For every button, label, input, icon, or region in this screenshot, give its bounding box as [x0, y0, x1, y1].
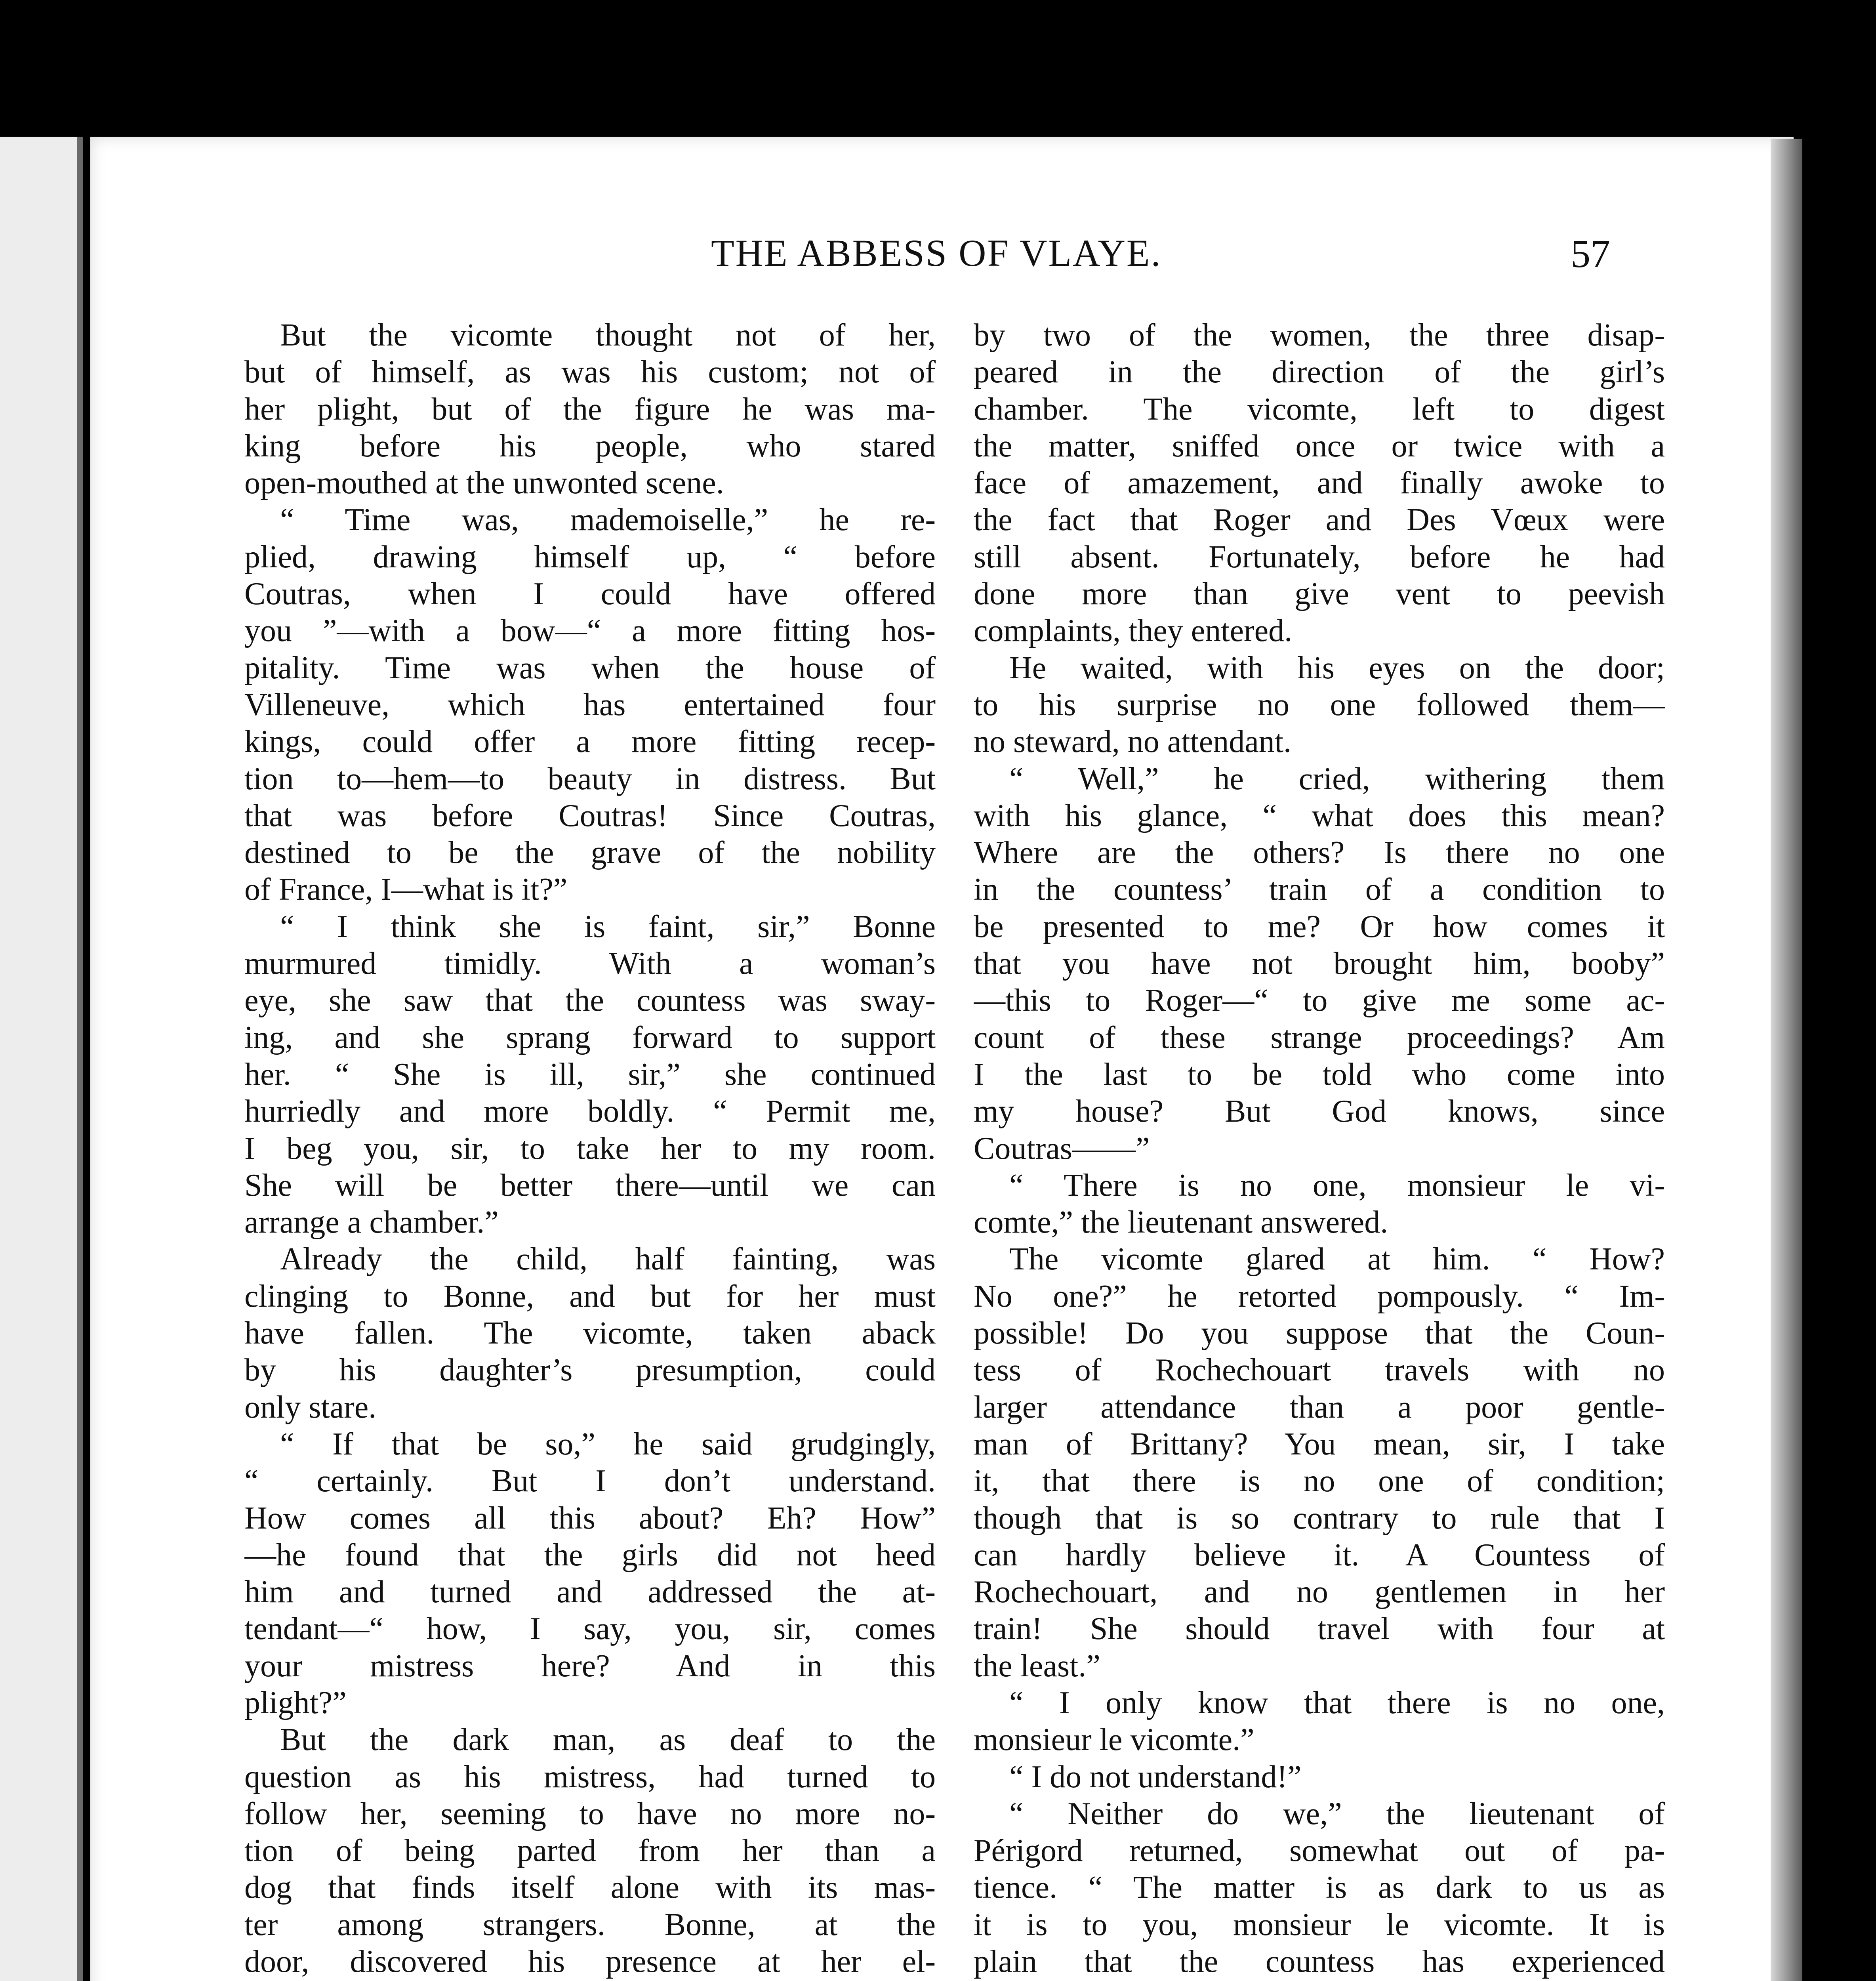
text-line: peared in the direction of the girl’s [974, 355, 1665, 390]
text-line: her. “ She is ill, sir,” she continued [244, 1057, 936, 1092]
text-line: count of these strange proceedings? Am [974, 1020, 1665, 1055]
text-line: He waited, with his eyes on the door; [1009, 650, 1665, 685]
text-line: my house? But God knows, since [974, 1094, 1665, 1129]
text-line: complaints, they entered. [974, 613, 1293, 649]
text-line: that was before Coutras! Since Coutras, [244, 798, 936, 833]
text-line: Coutras——” [974, 1131, 1150, 1166]
text-line: “ certainly. But I don’t understand. [244, 1464, 936, 1499]
text-line: done more than give vent to peevish [974, 576, 1665, 612]
text-line: pitality. Time was when the house of [244, 650, 936, 685]
text-line: open-mouthed at the unwonted scene. [244, 466, 724, 501]
text-line: plight?” [244, 1685, 347, 1720]
text-line: “ I do not understand!” [1009, 1759, 1302, 1794]
text-line: with his glance, “ what does this mean? [974, 798, 1665, 833]
text-line: still absent. Fortunately, before he had [974, 539, 1665, 574]
text-line: “ I only know that there is no one, [1009, 1685, 1665, 1720]
text-line: door, discovered his presence at her el- [244, 1944, 936, 1979]
text-line: Already the child, half fainting, was [280, 1242, 936, 1277]
text-line: the least.” [974, 1648, 1100, 1683]
text-line: arrange a chamber.” [244, 1205, 499, 1240]
text-line: She will be better there—until we can [244, 1168, 936, 1203]
text-line: No one?” he retorted pompously. “ Im- [974, 1279, 1665, 1314]
text-line: by his daughter’s presumption, could [244, 1353, 936, 1388]
text-line: plied, drawing himself up, “ before [244, 539, 936, 574]
text-line: but of himself, as was his custom; not of [244, 355, 936, 390]
text-line: it, that there is no one of condition; [974, 1464, 1665, 1499]
text-line: no steward, no attendant. [974, 724, 1291, 760]
text-line: have fallen. The vicomte, taken aback [244, 1316, 936, 1351]
text-line: only stare. [244, 1389, 377, 1425]
text-line: “ If that be so,” he said grudgingly, [280, 1426, 936, 1462]
text-line: plain that the countess has experienced [974, 1944, 1665, 1979]
text-line: “ Well,” he cried, withering them [1009, 761, 1665, 796]
page-number: 57 [1571, 232, 1610, 276]
text-line: “ I think she is faint, sir,” Bonne [280, 909, 936, 944]
text-line: monsieur le vicomte.” [974, 1722, 1254, 1758]
text-line: “ There is no one, monsieur le vi- [1009, 1168, 1665, 1203]
text-line: tience. “ The matter is as dark to us as [974, 1870, 1665, 1905]
text-line: —he found that the girls did not heed [244, 1537, 936, 1573]
text-line: kings, could offer a more fitting recep- [244, 724, 936, 760]
right-text-column [974, 317, 1665, 1981]
text-line: “ Time was, mademoiselle,” he re- [280, 502, 936, 538]
text-line: her plight, but of the figure he was ma- [244, 391, 936, 427]
text-line: Where are the others? Is there no one [974, 835, 1665, 870]
text-line: chamber. The vicomte, left to digest [974, 391, 1665, 427]
text-line: I beg you, sir, to take her to my room. [244, 1131, 936, 1166]
text-line: dog that finds itself alone with its mas- [244, 1870, 936, 1905]
text-line: the matter, sniffed once or twice with a [974, 428, 1665, 464]
text-line: by two of the women, the three disap- [974, 318, 1665, 353]
text-line: face of amazement, and finally awoke to [974, 466, 1665, 501]
text-line: Coutras, when I could have offered [244, 576, 936, 612]
text-line: it is to you, monsieur le vicomte. It is [974, 1907, 1665, 1942]
text-line: train! She should travel with four at [974, 1611, 1665, 1647]
text-line: king before his people, who stared [244, 428, 936, 464]
text-line: murmured timidly. With a woman’s [244, 946, 936, 981]
text-line: of France, I—what is it?” [244, 872, 568, 907]
page-binding-shadow [1771, 139, 1802, 1981]
text-line: hurriedly and more boldly. “ Permit me, [244, 1094, 936, 1129]
running-head-title: THE ABBESS OF VLAYE. [711, 232, 1162, 274]
text-line: can hardly believe it. A Countess of [974, 1537, 1665, 1573]
text-line: clinging to Bonne, and but for her must [244, 1279, 936, 1314]
text-line: eye, she saw that the countess was sway- [244, 983, 936, 1018]
text-line: tess of Rochechouart travels with no [974, 1353, 1665, 1388]
text-line: tendant—“ how, I say, you, sir, comes [244, 1611, 936, 1647]
text-line: possible! Do you suppose that the Coun- [974, 1316, 1665, 1351]
text-line: destined to be the grave of the nobility [244, 835, 936, 870]
text-line: that you have not brought him, booby” [974, 946, 1665, 981]
text-line: Périgord returned, somewhat out of pa- [974, 1833, 1665, 1868]
text-line: The vicomte glared at him. “ How? [1009, 1242, 1665, 1277]
text-line: you ”—with a bow—“ a more fitting hos- [244, 613, 936, 649]
text-line: Villeneuve, which has entertained four [244, 687, 936, 722]
text-line: be presented to me? Or how comes it [974, 909, 1665, 944]
text-line: “ Neither do we,” the lieutenant of [1009, 1796, 1665, 1831]
text-line: in the countess’ train of a condition to [974, 872, 1665, 907]
text-line: But the vicomte thought not of her, [280, 318, 936, 353]
text-line: —this to Roger—“ to give me some ac- [974, 983, 1665, 1018]
text-line: him and turned and addressed the at- [244, 1574, 936, 1610]
text-line: ter among strangers. Bonne, at the [244, 1907, 936, 1942]
text-line: man of Brittany? You mean, sir, I take [974, 1426, 1665, 1462]
previous-page-edge [0, 137, 83, 1981]
text-line: I the last to be told who come into [974, 1057, 1665, 1092]
left-text-column [244, 317, 936, 1981]
text-line: But the dark man, as deaf to the [280, 1722, 936, 1758]
text-line: tion to—hem—to beauty in distress. But [244, 761, 936, 796]
text-line: larger attendance than a poor gentle- [974, 1389, 1665, 1425]
text-line: follow her, seeming to have no more no- [244, 1796, 936, 1831]
text-line: comte,” the lieutenant answered. [974, 1205, 1388, 1240]
text-line: the fact that Roger and Des Vœux were [974, 502, 1665, 538]
text-line: to his surprise no one followed them— [974, 687, 1665, 722]
text-line: tion of being parted from her than a [244, 1833, 936, 1868]
text-line: How comes all this about? Eh? How” [244, 1500, 936, 1536]
text-line: question as his mistress, had turned to [244, 1759, 936, 1794]
text-line: though that is so contrary to rule that I [974, 1500, 1665, 1536]
text-line: ing, and she sprang forward to support [244, 1020, 936, 1055]
text-line: Rochechouart, and no gentlemen in her [974, 1574, 1665, 1610]
text-line: your mistress here? And in this [244, 1648, 936, 1683]
